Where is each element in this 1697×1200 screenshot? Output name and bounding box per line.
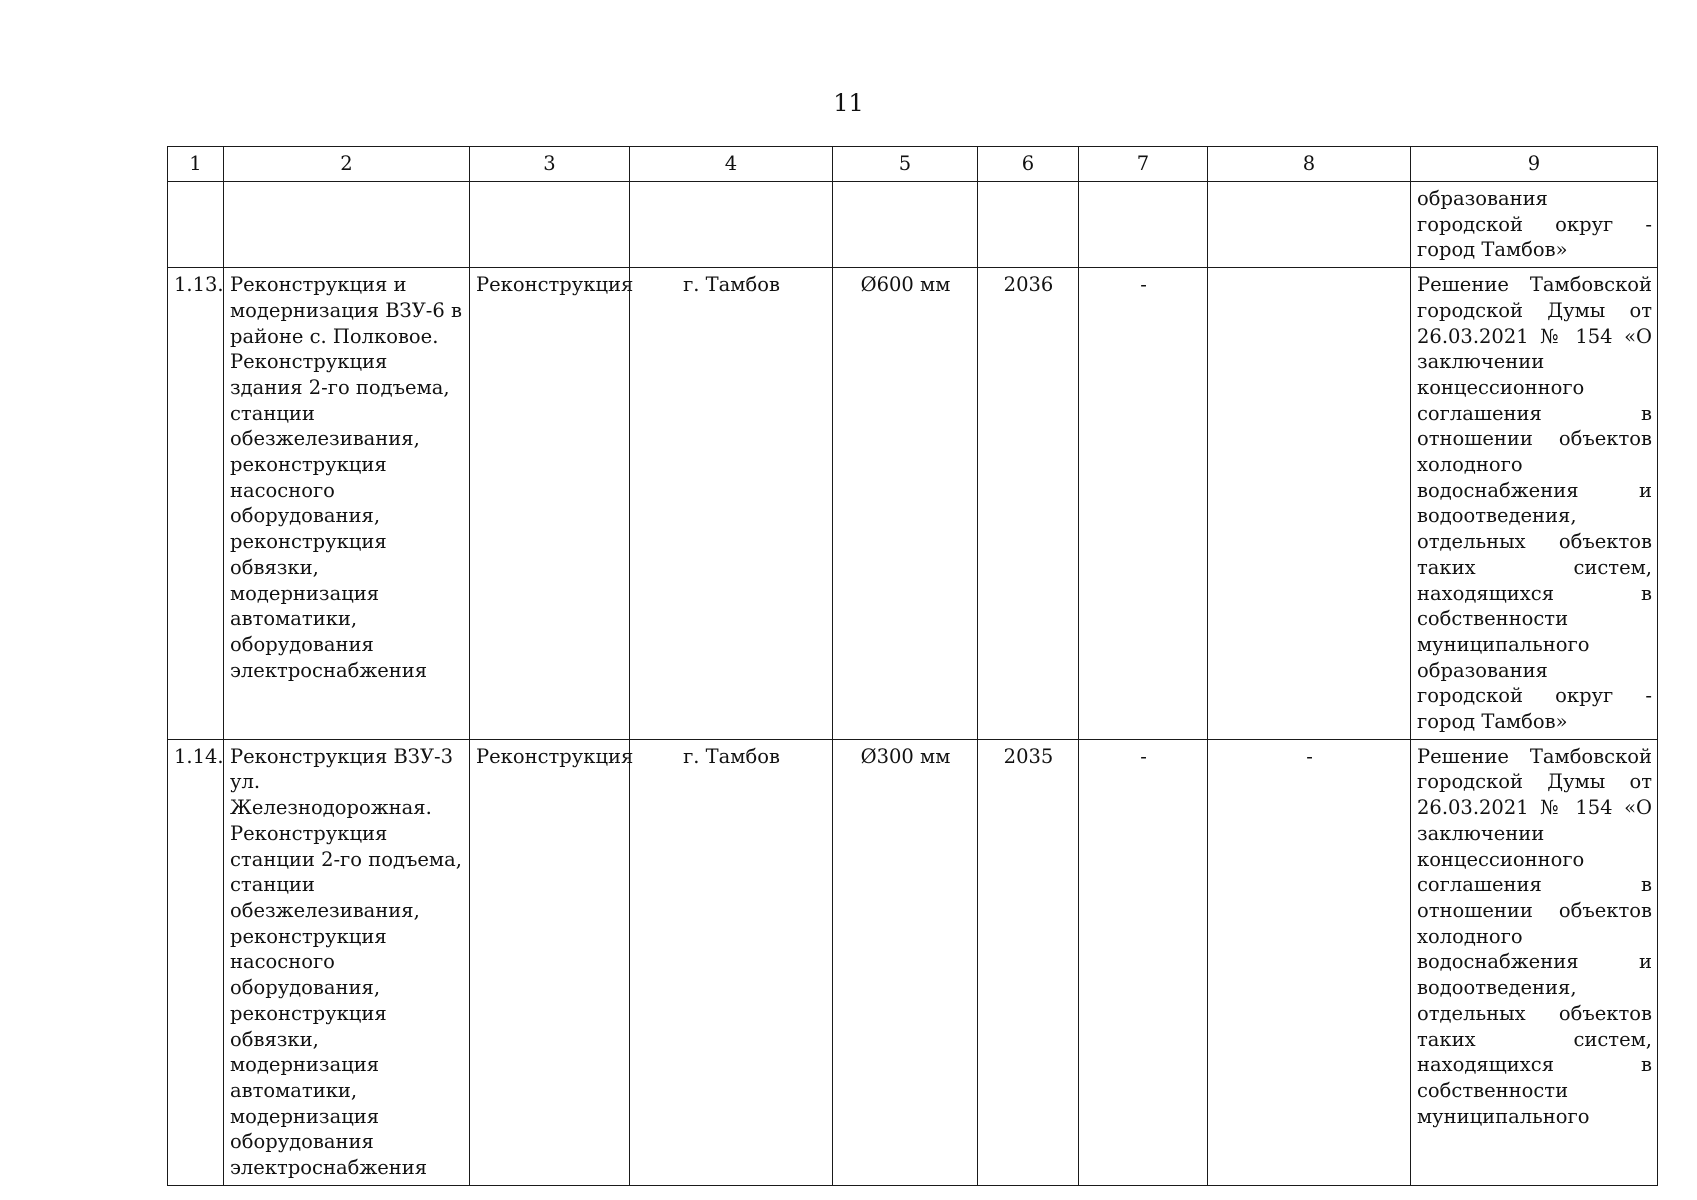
header-col-1: 1 (168, 147, 224, 182)
cell-empty (470, 182, 630, 268)
header-row (168, 147, 1658, 182)
cell-empty (168, 182, 224, 268)
header-col-4: 4 (630, 147, 833, 182)
cell-empty (978, 182, 1079, 268)
cell-empty (833, 182, 978, 268)
cell-work-type: Реконструкция (470, 739, 630, 1185)
cell-parameter: Ø300 мм (833, 739, 978, 1185)
cell-basis: Решение Тамбовской городской Думы от 26.03.2021 № 154 «О заключении концессионного соглашения в отношении объектов холодного водоснабжения и водоотведения, отдельных объектов таких систем, находящихся в собственности муниципального образования городской округ - город Тамбов» (1411, 268, 1658, 740)
cell-empty (1208, 182, 1411, 268)
cell-work-type: Реконструкция (470, 268, 630, 740)
cell-col8: - (1208, 739, 1411, 1185)
header-col-5: 5 (833, 147, 978, 182)
cell-project-name: Реконструкция и модернизация ВЗУ-6 в районе с. Полковое. Реконструкция здания 2-го подъема, станции обезжелезивания, реконструкция насосного оборудования, реконструкция обвязки, модернизация автоматики, оборудования электроснабжения (224, 268, 470, 740)
cell-number: 1.14. (168, 739, 224, 1185)
cell-parameter: Ø600 мм (833, 268, 978, 740)
cell-empty (224, 182, 470, 268)
continuation-row (168, 182, 1658, 268)
table-row (168, 739, 1658, 1185)
cell-location: г. Тамбов (630, 739, 833, 1185)
cell-empty (1079, 182, 1208, 268)
header-col-2: 2 (224, 147, 470, 182)
header-col-7: 7 (1079, 147, 1208, 182)
header-col-9: 9 (1411, 147, 1658, 182)
table-row (168, 268, 1658, 740)
cell-col7: - (1079, 268, 1208, 740)
cell-col7: - (1079, 739, 1208, 1185)
cell-number: 1.13. (168, 268, 224, 740)
cell-basis: Решение Тамбовской городской Думы от 26.03.2021 № 154 «О заключении концессионного соглашения в отношении объектов холодного водоснабжения и водоотведения, отдельных объектов таких систем, находящихся в собственности муниципального (1411, 739, 1658, 1185)
header-col-3: 3 (470, 147, 630, 182)
cell-basis-continued: образования городской округ - город Тамбов» (1411, 182, 1658, 268)
projects-table (167, 146, 1658, 1186)
cell-col8 (1208, 268, 1411, 740)
cell-project-name: Реконструкция ВЗУ-3 ул. Железнодорожная. Реконструкция станции 2-го подъема, станции обезжелезивания, реконструкция насосного оборудования, реконструкция обвязки, модернизация автоматики, модернизация оборудования электроснабжения (224, 739, 470, 1185)
header-col-8: 8 (1208, 147, 1411, 182)
page-number: 11 (833, 89, 864, 117)
cell-year: 2036 (978, 268, 1079, 740)
cell-location: г. Тамбов (630, 268, 833, 740)
header-col-6: 6 (978, 147, 1079, 182)
cell-year: 2035 (978, 739, 1079, 1185)
cell-empty (630, 182, 833, 268)
